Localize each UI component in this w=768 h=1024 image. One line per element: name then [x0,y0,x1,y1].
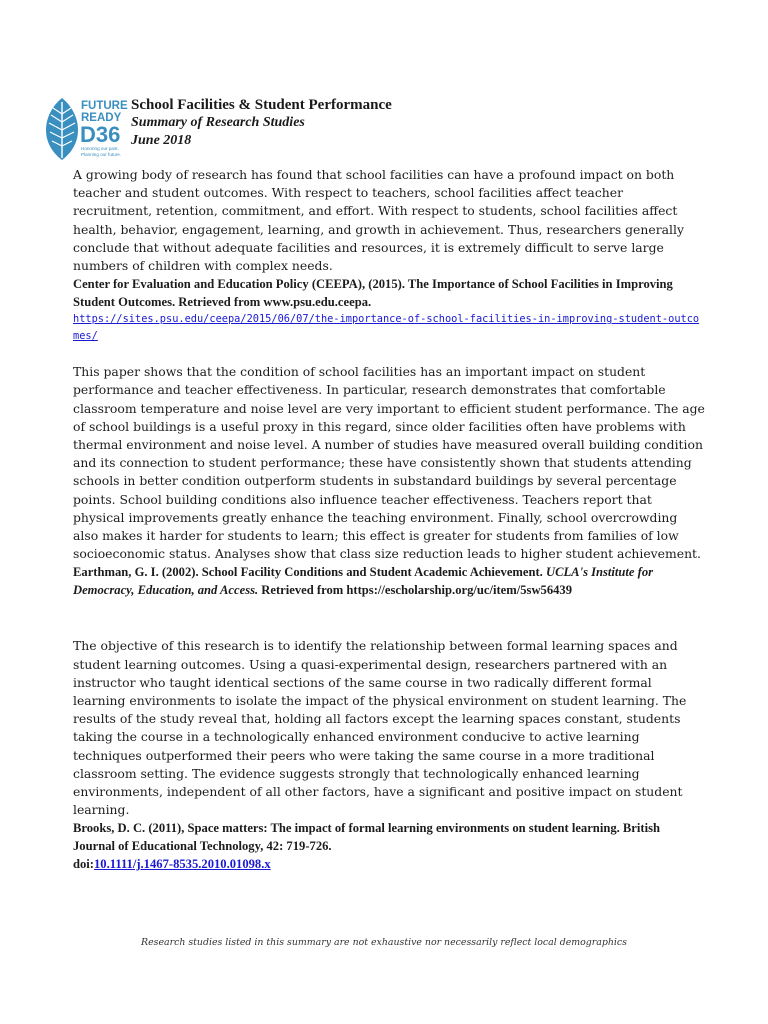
doi-link[interactable]: 10.1111/j.1467-8535.2010.01098.x [94,857,271,872]
logo-line-d36: D36 [80,122,121,147]
summary-paragraph: The objective of this research is to identify the relationship between formal learning spaces and student learning outcomes. Using a quasi-experimental design, researchers partnered with an instructor who taught identical sections of the same course in two radically different formal learning environments to isolate the impact of the physical environment on student learning. The results of the study reveal that, holding all factors except the learning spaces constant, students taking the course in a technologically enhanced environment conducive to active learning techniques outperformed their peers who were taking the same course in a more traditional classroom setting. The evidence suggests strongly that technologically enhanced learning environments, independent of all other factors, have a significant and positive impact on student learning. [73,638,687,818]
citation-publisher: UCLA's Institute for Democracy, Education, and Access. [73,565,654,598]
summary-paragraph: This paper shows that the condition of school facilities has an important impact on student performance and teacher effectiveness. In particular, research demonstrates that comfortable classroom temperature and noise level are very important to efficient student performance. The age of school buildings is a useful proxy in this regard, since older facilities often have problems with thermal environment and noise level. A number of studies have measured overall building condition and its connection to student performance; these have consistently shown that students attending schools in better condition outperform students in substandard buildings by several percentage points. School building conditions also influence teacher effectiveness. Teachers report that physical improvements greatly enhance the teaching environment. Finally, school overcrowding also makes it harder for students to learn; this effect is greater for students from families of low socioeconomic status. Analyses show that class size reduction leads to higher student achievement. [73,364,705,562]
document-body [73,166,705,873]
header-text [131,96,392,150]
citation-retrieval: Retrieved from https://escholarship.org/uc/item/5sw56439 [258,583,573,598]
citation-text: Earthman, G. I. (2002). School Facility Conditions and Student Academic Achievement. [73,565,546,580]
logo-tagline-2: Planning our future. [81,152,122,157]
citation: Center for Evaluation and Education Policy (CEEPA), (2015). The Importance of School Facilities in Improving Student Outcomes. Retrieved from www.psu.edu.ceepa. [73,277,673,310]
citation [73,563,705,599]
doi-label: doi: [73,857,94,872]
leaf-icon [46,98,78,160]
document-date: June 2018 [131,133,192,148]
logo-tagline-1: Honoring our past. [81,146,119,151]
research-summary-3 [73,637,705,873]
logo-line-ready: READY [81,112,122,124]
source-url-link[interactable]: https://sites.psu.edu/ceepa/2015/06/07/the-importance-of-school-facilities-in-improving-student-outcomes/ [73,313,700,343]
summary-paragraph: A growing body of research has found that school facilities can have a profound impact on both teacher and student outcomes. With respect to teachers, school facilities affect teacher recruitment, retention, commitment, and effort. With respect to students, school facilities affect health, behavior, engagement, learning, and growth in achievement. Thus, researchers generally conclude that without adequate facilities and resources, it is extremely difficult to serve large numbers of children with complex needs. [73,167,684,274]
footer-disclaimer: Research studies listed in this summary are not exhaustive nor necessarily reflect local demographics [141,937,627,948]
citation [73,819,705,873]
research-summary-1 [73,166,705,345]
logo-line-future: FUTURE [81,100,128,112]
document-subtitle: Summary of Research Studies [131,115,305,130]
document-title: School Facilities & Student Performance [131,97,392,113]
document-header [44,96,724,162]
research-summary-2 [73,363,705,599]
future-ready-d36-logo [44,96,129,162]
citation-text: Brooks, D. C. (2011), Space matters: The impact of formal learning environments on student learning. British Journal of Educational Technology, 42: 719-726. [73,821,660,854]
